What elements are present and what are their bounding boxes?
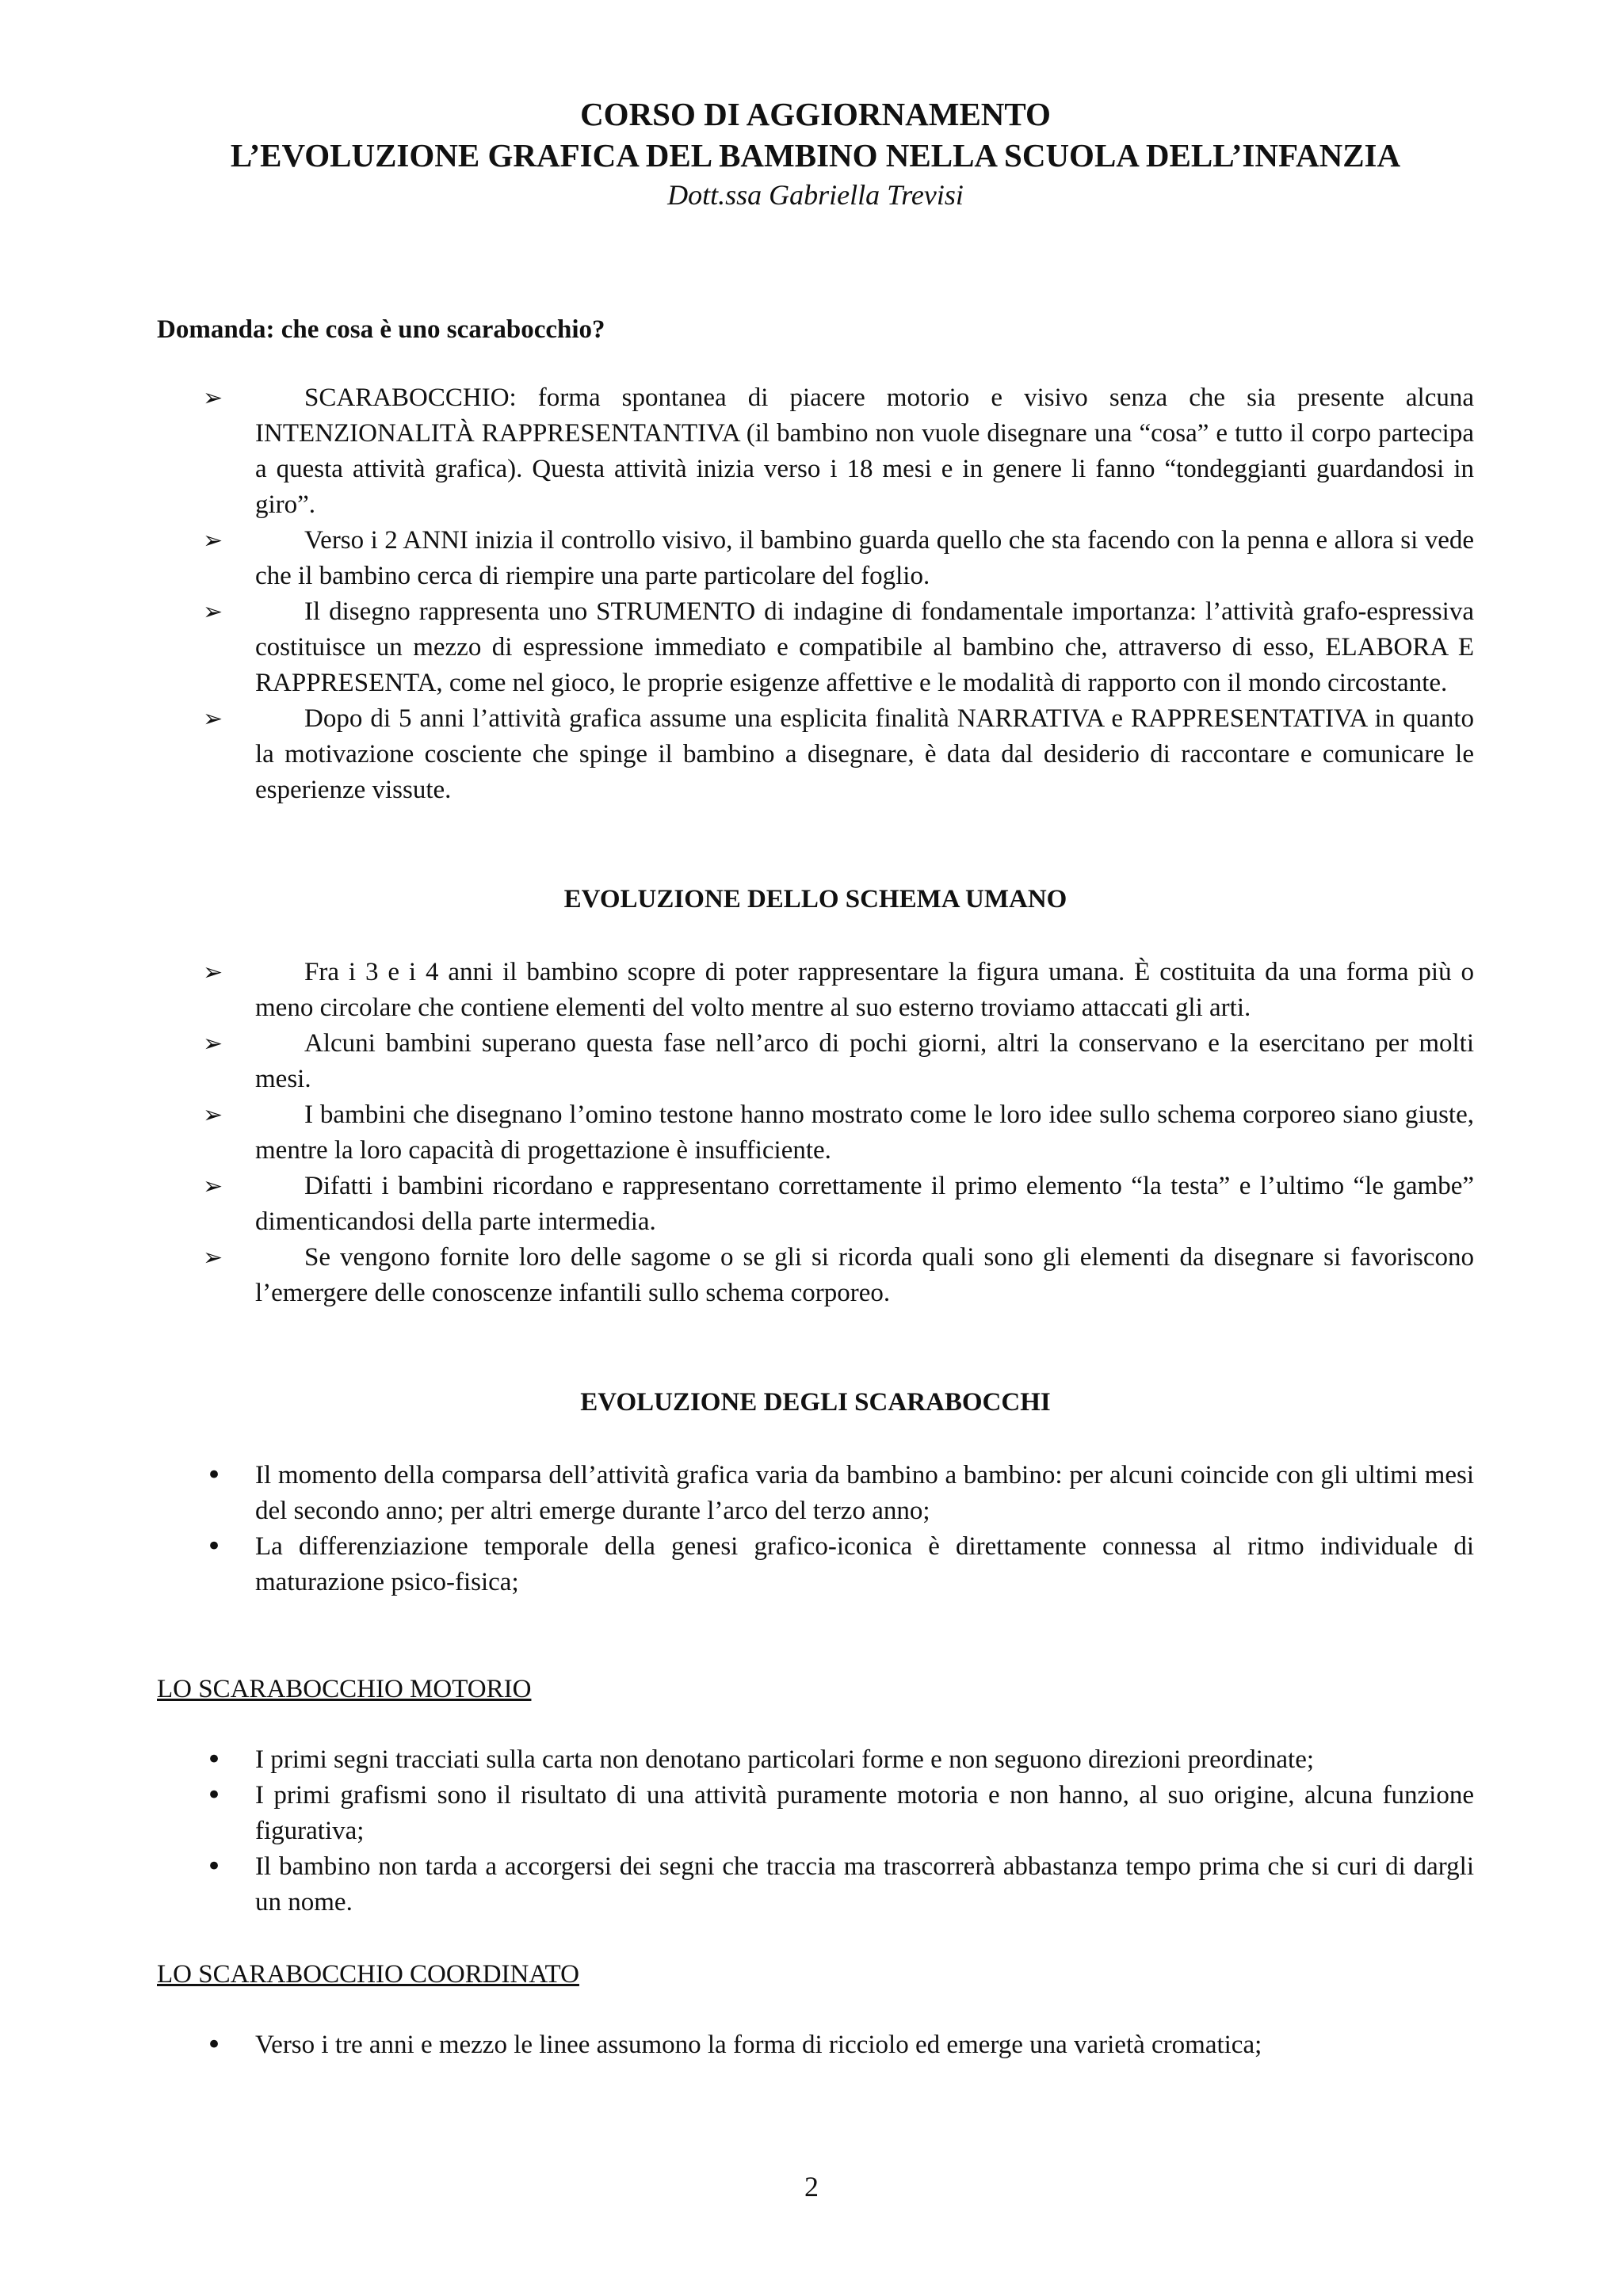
list-item-text: Il momento della comparsa dell’attività grafica varia da bambino a bambino: per alcuni coincide con gli ultimi mesi del secondo anno; per altri emerge durante l’arco del terzo anno; — [255, 1461, 1474, 1525]
list-item-text: Verso i 2 ANNI inizia il controllo visivo, il bambino guarda quello che sta facendo con la penna e allora si vede che il bambino cerca di riempire una parte particolare del foglio. — [255, 526, 1474, 590]
list-item-text: I bambini che disegnano l’omino testone hanno mostrato come le loro idee sullo schema corporeo siano giuste, mentre la loro capacità di progettazione è insufficiente. — [255, 1100, 1474, 1165]
course-title: CORSO DI AGGIORNAMENTO — [580, 96, 1051, 132]
list-item-text: I primi grafismi sono il risultato di una attività puramente motoria e non hanno, al suo origine, alcuna funzione figurativa; — [255, 1781, 1474, 1845]
list-item — [157, 380, 1474, 523]
arrow-bullet-icon: ➢ — [203, 1030, 223, 1058]
list-item-text: Alcuni bambini superano questa fase nell’arco di pochi giorni, altri la conservano e la esercitano per molti mesi. — [255, 1029, 1474, 1093]
list-item — [157, 2027, 1474, 2063]
list-item-text: SCARABOCCHIO: forma spontanea di piacere motorio e visivo senza che sia presente alcuna INTENZIONALITÀ RAPPRESENTANTIVA (il bambino non vuole disegnare una “cosa” e tutto il corpo partecipa a questa attività grafica). Questa attività inizia verso i 18 mesi e in genere li fanno “tondeggianti guardandosi in giro”. — [255, 383, 1474, 519]
human-schema-list — [157, 955, 1474, 1311]
bullet-dot-icon: • — [206, 1744, 223, 1775]
list-item — [157, 1849, 1474, 1920]
list-item-text: Difatti i bambini ricordano e rappresentano correttamente il primo elemento “la testa” e l’ultimo “le gambe” dimenticandosi della parte intermedia. — [255, 1172, 1474, 1236]
list-item-text: Dopo di 5 anni l’attività grafica assume una esplicita finalità NARRATIVA e RAPPRESENTATIVA in quanto la motivazione cosciente che spinge il bambino a disegnare, è data dal desiderio di raccontare e comunicare le esperienze vissute. — [255, 704, 1474, 804]
section-heading-human-schema: EVOLUZIONE DELLO SCHEMA UMANO — [563, 885, 1067, 913]
list-item-text: La differenziazione temporale della genesi grafico-iconica è direttamente connessa al ritmo individuale di maturazione psico-fisica; — [255, 1532, 1474, 1596]
page-number: 2 — [804, 2171, 819, 2203]
list-item — [157, 1458, 1474, 1529]
list-item — [157, 1742, 1474, 1778]
arrow-bullet-icon: ➢ — [203, 384, 223, 412]
section-heading-scribbles: EVOLUZIONE DEGLI SCARABOCCHI — [580, 1388, 1051, 1417]
list-item — [157, 1778, 1474, 1849]
list-item-text: Verso i tre anni e mezzo le linee assumono la forma di ricciolo ed emerge una varietà cromatica; — [255, 2031, 1262, 2059]
list-item — [157, 1026, 1474, 1097]
intro-list — [157, 380, 1474, 808]
list-item-text: I primi segni tracciati sulla carta non denotano particolari forme e non seguono direzioni preordinate; — [255, 1745, 1315, 1774]
author-name: Dott.ssa Gabriella Trevisi — [667, 179, 964, 211]
arrow-bullet-icon: ➢ — [203, 705, 223, 733]
arrow-bullet-icon: ➢ — [203, 1173, 223, 1200]
bullet-dot-icon: • — [206, 1531, 223, 1562]
bullet-dot-icon: • — [206, 1779, 223, 1811]
coordinated-scribble-list — [157, 2027, 1474, 2063]
list-item — [157, 955, 1474, 1026]
motor-scribble-list — [157, 1742, 1474, 1920]
arrow-bullet-icon: ➢ — [203, 1244, 223, 1272]
bullet-dot-icon: • — [206, 1459, 223, 1491]
list-item — [157, 523, 1474, 594]
arrow-bullet-icon: ➢ — [203, 527, 223, 555]
bullet-dot-icon: • — [206, 2029, 223, 2061]
title-block — [157, 93, 1474, 214]
list-item — [157, 1240, 1474, 1311]
list-item-text: Il disegno rappresenta uno STRUMENTO di indagine di fondamentale importanza: l’attività grafo-espressiva costituisce un mezzo di espressione immediato e compatibile al bambino che, attraverso di esso, ELABORA E RAPPRESENTA, come nel gioco, le proprie esigenze affettive e le modalità di rapporto con il mondo circostante. — [255, 597, 1474, 697]
subheading-coordinated-scribble: LO SCARABOCCHIO COORDINATO — [157, 1960, 579, 1989]
bullet-dot-icon: • — [206, 1851, 223, 1882]
list-item-text: Fra i 3 e i 4 anni il bambino scopre di poter rappresentare la figura umana. È costituita da una forma più o meno circolare che contiene elementi del volto mentre al suo esterno troviamo attaccati gli arti. — [255, 958, 1474, 1022]
list-item — [157, 594, 1474, 701]
document-title: L’EVOLUZIONE GRAFICA DEL BAMBINO NELLA SCUOLA DELL’INFANZIA — [230, 137, 1401, 174]
arrow-bullet-icon: ➢ — [203, 1101, 223, 1129]
list-item-text: Il bambino non tarda a accorgersi dei segni che traccia ma trascorrerà abbastanza tempo prima che si curi di dargli un nome. — [255, 1852, 1474, 1917]
list-item — [157, 701, 1474, 808]
subheading-motor-scribble: LO SCARABOCCHIO MOTORIO — [157, 1675, 532, 1703]
arrow-bullet-icon: ➢ — [203, 959, 223, 986]
arrow-bullet-icon: ➢ — [203, 598, 223, 626]
question-heading: Domanda: che cosa è uno scarabocchio? — [157, 315, 605, 344]
scribbles-list — [157, 1458, 1474, 1600]
list-item-text: Se vengono fornite loro delle sagome o se gli si ricorda quali sono gli elementi da disegnare si favoriscono l’emergere delle conoscenze infantili sullo schema corporeo. — [255, 1243, 1474, 1307]
list-item — [157, 1529, 1474, 1600]
list-item — [157, 1097, 1474, 1169]
list-item — [157, 1169, 1474, 1240]
